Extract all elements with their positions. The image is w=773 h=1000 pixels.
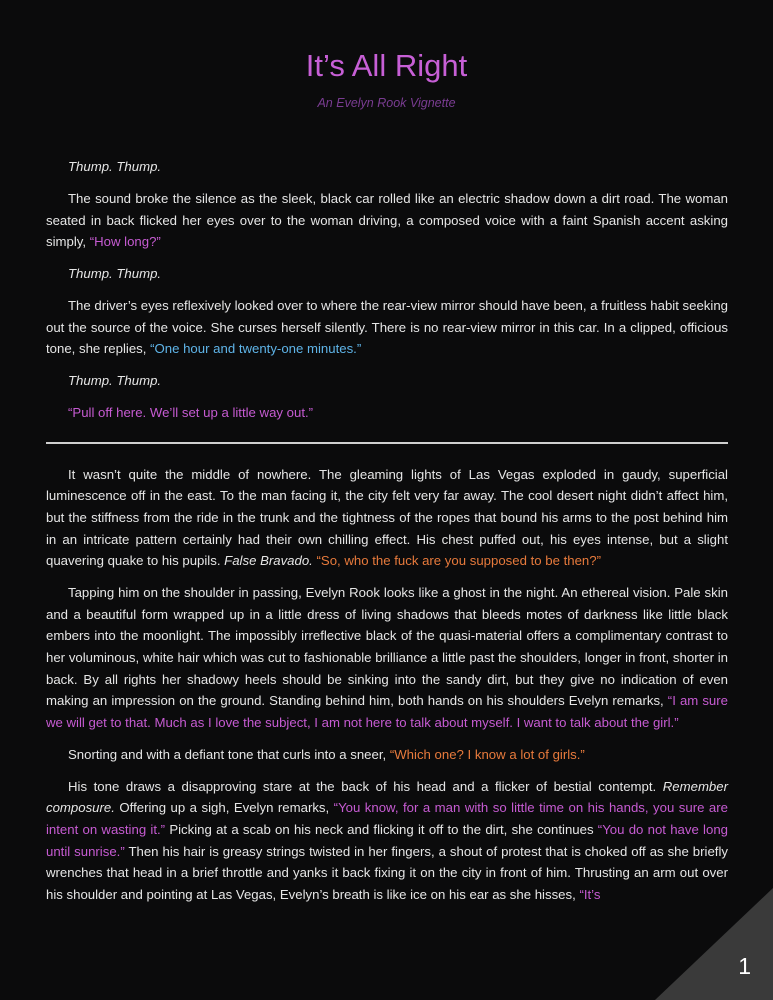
paragraph-4	[46, 464, 728, 572]
page-number: 1	[738, 953, 751, 979]
page-corner-triangle	[655, 888, 773, 1000]
page-title: It’s All Right	[305, 48, 468, 83]
scene-divider	[46, 442, 728, 444]
beat-line-2: Thump. Thump.	[68, 266, 162, 282]
dialogue-driver-reply: “One hour and twenty-one minutes.”	[150, 341, 362, 357]
paragraph-7	[46, 776, 728, 906]
paragraph-7-text-c: Picking at a scab on his neck and flicking it off to the dirt, she continues	[165, 821, 598, 837]
paragraph-7-text-d: Then his hair is greasy strings twisted in her fingers, a shout of protest that is choked off as she briefly wrenches that head in a brief throttle and yanks it back fixing it on the city in front of him. Thrusting an arm out over his shoulder and pointing at Las Vegas, Evelyn’s breath is like ice on his ear as she hisses,	[46, 843, 728, 902]
dialogue-wasting-time: “You know, for a man with so little time on his hands, you sure are intent on wasting it.”	[46, 800, 728, 837]
paragraph-7-emphasis: Remember composure.	[46, 778, 728, 816]
dialogue-pull-off: “Pull off here. We’ll set up a little way out.”	[68, 405, 314, 421]
beat-line-1: Thump. Thump.	[68, 159, 162, 174]
paragraph-4-emphasis: False Bravado.	[224, 553, 313, 569]
dialogue-about-the-girl: “I am sure we will get to that. Much as I love the subject, I am not here to talk about myself. I want to talk about the girl.”	[46, 693, 728, 730]
paragraph-2	[46, 295, 728, 360]
paragraph-3	[46, 402, 728, 424]
paragraph-6	[46, 744, 728, 766]
paragraph-4-text: It wasn’t quite the middle of nowhere. The gleaming lights of Las Vegas exploded in gaudy, superficial luminescence off in the east. To the man facing it, the city felt very far away. The cool desert night didn’t affect him, but the stiffness from the ride in the trunk and the tightness of the ropes that bound his arms to the post behind him in an intricate pattern certainly had their own chilling effect. His chest puffed out, his eyes intense, but a slight quavering quake to his pupils.	[46, 466, 728, 569]
paragraph-7-text-b: Offering up a sigh, Evelyn remarks,	[114, 800, 334, 816]
paragraph-2-text: The driver’s eyes reflexively looked over to where the rear-view mirror should have been, a fruitless habit seeking out the source of the voice. She curses herself silently. There is no rear-view mirror in this car. In a clipped, officious tone, she replies,	[46, 298, 728, 357]
page-subtitle: An Evelyn Rook Vignette	[317, 96, 456, 110]
dialogue-who-are-you: “So, who the fuck are you supposed to be then?”	[316, 553, 601, 569]
story-body	[46, 156, 728, 916]
paragraph-1	[46, 188, 728, 253]
dialogue-which-one: “Which one? I know a lot of girls.”	[389, 746, 585, 762]
dialogue-how-long: “How long?”	[89, 234, 161, 250]
paragraph-5-text: Tapping him on the shoulder in passing, Evelyn Rook looks like a ghost in the night. An ethereal vision. Pale skin and a beautiful form wrapped up in a little dress of living shadows that bleeds motes of darkness like little black embers into the moonlight. The impossibly irreflective black of the quasi-material offers a complimentary contrast to her voluminous, white hair which was cut to fashionable brilliance a little past the shoulders, longer in front, shorter in back. By all rights her shadowy heels should be sinking into the sandy dirt, but they give no indication of even making an impression on the ground. Standing behind him, both hands on his shoulders Evelyn remarks,	[46, 585, 728, 709]
paragraph-6-text: Snorting and with a defiant tone that curls into a sneer,	[68, 746, 390, 762]
paragraph-7-text-a: His tone draws a disapproving stare at the back of his head and a flicker of bestial contempt.	[68, 778, 663, 794]
paragraph-5	[46, 582, 728, 733]
dialogue-sunrise: “You do not have long until sunrise.”	[46, 821, 728, 859]
beat-line-3: Thump. Thump.	[68, 373, 162, 389]
paragraph-1-text: The sound broke the silence as the sleek, black car rolled like an electric shadow down a dirt road. The woman seated in back flicked her eyes over to the woman driving, a composed voice with a faint Spanish accent asking simply,	[46, 190, 728, 250]
dialogue-its: “It’s	[579, 886, 601, 902]
